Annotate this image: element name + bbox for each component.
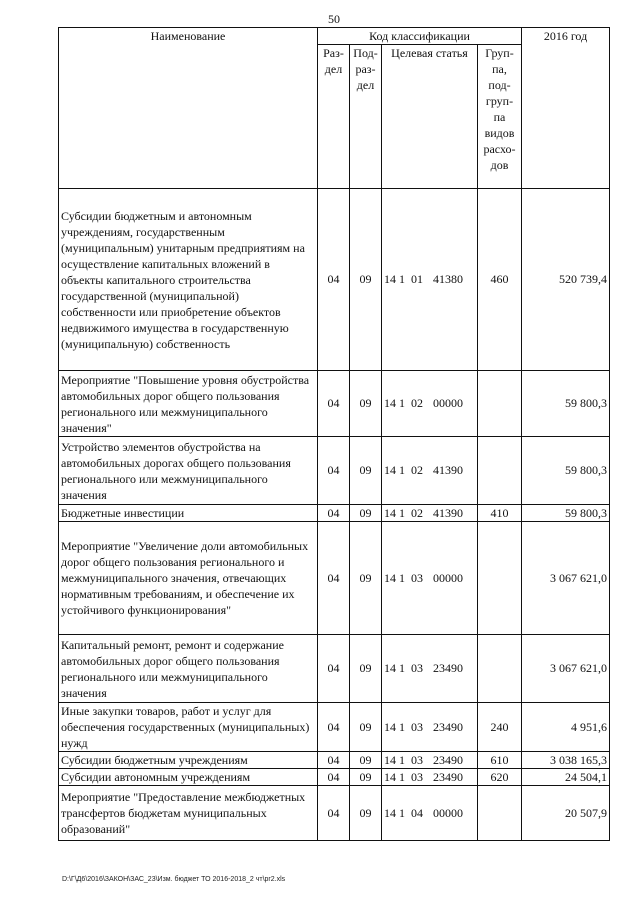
row-amount: 20 507,9 bbox=[522, 786, 610, 841]
table-row bbox=[59, 769, 610, 786]
target-event: 03 bbox=[411, 719, 423, 734]
row-group: 610 bbox=[478, 752, 522, 769]
row-razdel: 04 bbox=[318, 786, 350, 841]
table-body bbox=[59, 189, 610, 841]
target-subprogram: 1 bbox=[399, 463, 405, 477]
row-target-code bbox=[382, 786, 478, 841]
row-razdel: 04 bbox=[318, 437, 350, 505]
target-direction: 23490 bbox=[433, 769, 463, 784]
row-group: 460 bbox=[478, 189, 522, 371]
target-program: 14 bbox=[384, 570, 396, 585]
row-podrazdel: 09 bbox=[350, 752, 382, 769]
target-event: 03 bbox=[411, 769, 423, 784]
target-event: 01 bbox=[411, 272, 423, 286]
row-amount: 59 800,3 bbox=[522, 505, 610, 522]
target-event: 04 bbox=[411, 805, 423, 820]
row-amount: 24 504,1 bbox=[522, 769, 610, 786]
target-subprogram: 1 bbox=[399, 396, 405, 410]
row-amount: 3 067 621,0 bbox=[522, 522, 610, 635]
row-name: Мероприятие "Увеличение доли автомобильных дорог общего пользования регионального и межмуниципального значения, отвечающих нормативным требованиям, и обеспечение их устойчивого функционирования" bbox=[59, 522, 318, 635]
table-row bbox=[59, 752, 610, 769]
row-razdel: 04 bbox=[318, 703, 350, 752]
target-direction: 41380 bbox=[433, 272, 463, 286]
target-subprogram: 1 bbox=[399, 272, 405, 286]
target-direction: 00000 bbox=[433, 396, 463, 410]
target-event: 03 bbox=[411, 752, 423, 767]
target-direction: 23490 bbox=[433, 719, 463, 734]
target-subprogram: 1 bbox=[399, 805, 405, 820]
header-row-1 bbox=[59, 28, 610, 45]
table-row bbox=[59, 505, 610, 522]
row-name: Иные закупки товаров, работ и услуг для обеспечения государственных (муниципальных) нужд bbox=[59, 703, 318, 752]
row-razdel: 04 bbox=[318, 371, 350, 437]
row-group bbox=[478, 635, 522, 703]
table-row bbox=[59, 437, 610, 505]
target-event: 03 bbox=[411, 661, 423, 675]
table-row bbox=[59, 522, 610, 635]
row-target-code bbox=[382, 437, 478, 505]
row-name: Субсидии автономным учреждениям bbox=[59, 769, 318, 786]
target-program: 14 bbox=[384, 661, 396, 675]
row-razdel: 04 bbox=[318, 769, 350, 786]
row-target-code bbox=[382, 769, 478, 786]
row-amount: 59 800,3 bbox=[522, 371, 610, 437]
row-amount: 4 951,6 bbox=[522, 703, 610, 752]
table-row bbox=[59, 189, 610, 371]
row-target-code bbox=[382, 635, 478, 703]
row-target-code bbox=[382, 371, 478, 437]
row-name: Мероприятие "Повышение уровня обустройства автомобильных дорог общего пользования регионального или межмуниципального значения" bbox=[59, 371, 318, 437]
table-row bbox=[59, 703, 610, 752]
target-direction: 23490 bbox=[433, 752, 463, 767]
row-podrazdel: 09 bbox=[350, 189, 382, 371]
row-target-code bbox=[382, 752, 478, 769]
row-group: 240 bbox=[478, 703, 522, 752]
row-group: 620 bbox=[478, 769, 522, 786]
header-target: Целевая статья bbox=[382, 45, 478, 189]
row-target-code bbox=[382, 189, 478, 371]
target-program: 14 bbox=[384, 396, 396, 410]
row-target-code bbox=[382, 505, 478, 522]
row-amount: 520 739,4 bbox=[522, 189, 610, 371]
row-podrazdel: 09 bbox=[350, 505, 382, 522]
target-event: 02 bbox=[411, 463, 423, 477]
header-podrazdel: Под- раз- дел bbox=[350, 45, 382, 189]
target-program: 14 bbox=[384, 719, 396, 734]
target-subprogram: 1 bbox=[399, 505, 405, 520]
table-row bbox=[59, 786, 610, 841]
footer-file-path: D:\Г\Д6\2016\ЗАКОН\ЗАС_23\Изм. бюджет ТО 2016-2018_2 чт\pr2.xls bbox=[62, 876, 286, 883]
target-program: 14 bbox=[384, 805, 396, 820]
target-program: 14 bbox=[384, 752, 396, 767]
target-event: 02 bbox=[411, 396, 423, 410]
row-target-code bbox=[382, 703, 478, 752]
target-subprogram: 1 bbox=[399, 752, 405, 767]
row-razdel: 04 bbox=[318, 522, 350, 635]
target-program: 14 bbox=[384, 505, 396, 520]
row-razdel: 04 bbox=[318, 752, 350, 769]
row-podrazdel: 09 bbox=[350, 371, 382, 437]
row-amount: 3 038 165,3 bbox=[522, 752, 610, 769]
target-program: 14 bbox=[384, 272, 396, 286]
row-name: Устройство элементов обустройства на автомобильных дорогах общего пользования регионального или межмуниципального значения bbox=[59, 437, 318, 505]
header-razdel: Раз- дел bbox=[318, 45, 350, 189]
row-group bbox=[478, 437, 522, 505]
row-name: Субсидии бюджетным учреждениям bbox=[59, 752, 318, 769]
row-podrazdel: 09 bbox=[350, 635, 382, 703]
target-subprogram: 1 bbox=[399, 719, 405, 734]
row-razdel: 04 bbox=[318, 635, 350, 703]
row-name: Бюджетные инвестиции bbox=[59, 505, 318, 522]
row-name: Мероприятие "Предоставление межбюджетных трансфертов бюджетам муниципальных образований" bbox=[59, 786, 318, 841]
row-group bbox=[478, 522, 522, 635]
row-name: Субсидии бюджетным и автономным учреждениям, государственным (муниципальным) унитарным предприятиям на осуществление капитальных вложений в объекты капитального строительства государственной (муниципальной) собственности или приобретение объектов недвижимого имущества в государственную (муниципальную) собственность bbox=[59, 189, 318, 371]
target-program: 14 bbox=[384, 769, 396, 784]
row-name: Капитальный ремонт, ремонт и содержание автомобильных дорог общего пользования регионального или межмуниципального значения bbox=[59, 635, 318, 703]
header-classification: Код классификации bbox=[318, 28, 522, 45]
target-subprogram: 1 bbox=[399, 570, 405, 585]
target-program: 14 bbox=[384, 463, 396, 477]
target-direction: 00000 bbox=[433, 805, 463, 820]
row-podrazdel: 09 bbox=[350, 769, 382, 786]
row-podrazdel: 09 bbox=[350, 522, 382, 635]
row-podrazdel: 09 bbox=[350, 786, 382, 841]
header-group: Груп- па, под- груп- па видов расхо- дов bbox=[478, 45, 522, 189]
table-row bbox=[59, 635, 610, 703]
row-amount: 3 067 621,0 bbox=[522, 635, 610, 703]
page-number: 50 bbox=[328, 12, 340, 26]
header-year: 2016 год bbox=[522, 28, 610, 189]
header-name: Наименование bbox=[59, 28, 318, 189]
row-podrazdel: 09 bbox=[350, 437, 382, 505]
target-direction: 41390 bbox=[433, 505, 463, 520]
target-direction: 41390 bbox=[433, 463, 463, 477]
target-direction: 23490 bbox=[433, 661, 463, 675]
row-razdel: 04 bbox=[318, 189, 350, 371]
target-subprogram: 1 bbox=[399, 661, 405, 675]
row-podrazdel: 09 bbox=[350, 703, 382, 752]
target-direction: 00000 bbox=[433, 570, 463, 585]
row-group bbox=[478, 786, 522, 841]
row-razdel: 04 bbox=[318, 505, 350, 522]
row-group bbox=[478, 371, 522, 437]
target-event: 03 bbox=[411, 570, 423, 585]
target-subprogram: 1 bbox=[399, 769, 405, 784]
table-row bbox=[59, 371, 610, 437]
row-target-code bbox=[382, 522, 478, 635]
budget-table bbox=[58, 27, 610, 841]
row-group: 410 bbox=[478, 505, 522, 522]
row-amount: 59 800,3 bbox=[522, 437, 610, 505]
target-event: 02 bbox=[411, 505, 423, 520]
